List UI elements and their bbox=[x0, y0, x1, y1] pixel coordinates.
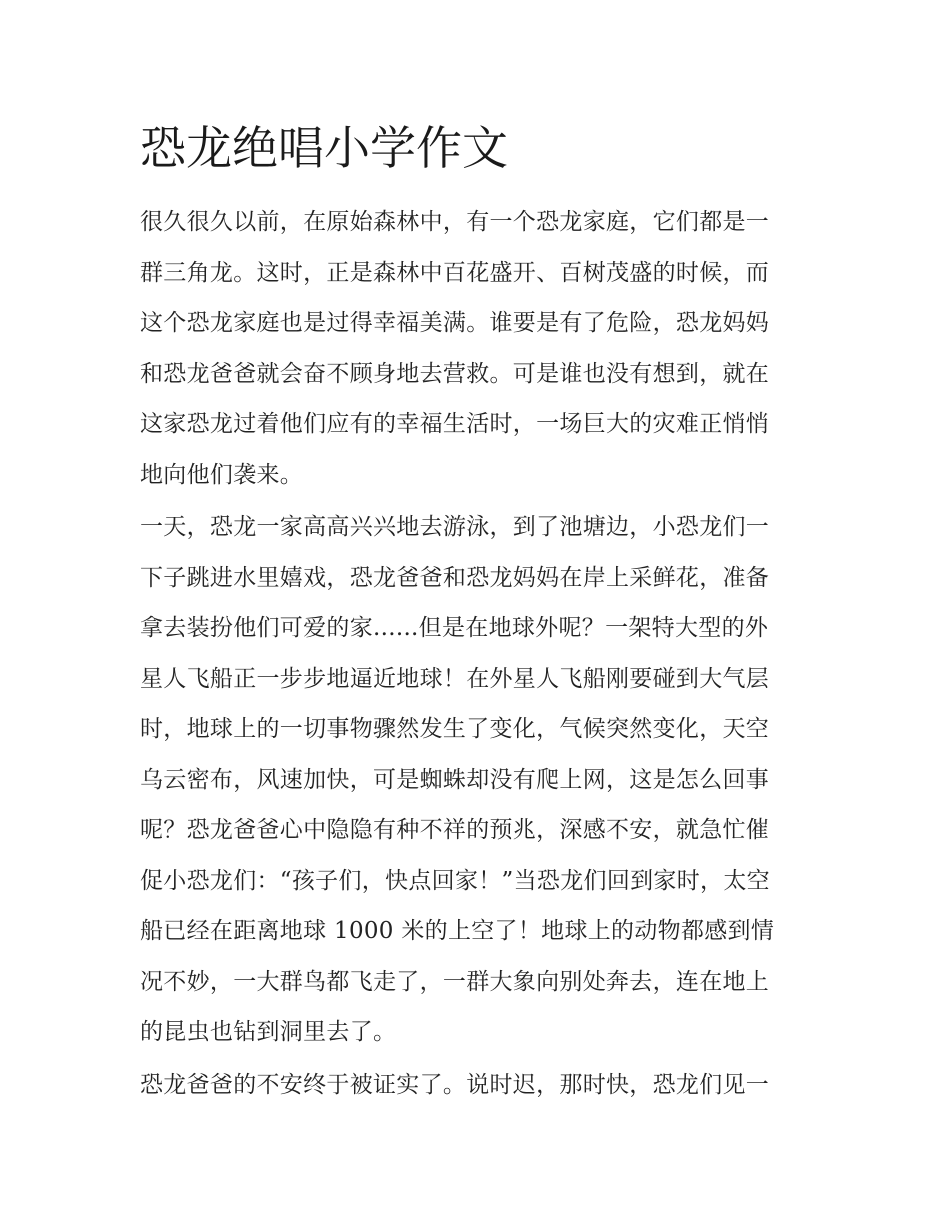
text-line: 很久很久以前，在原始森林中，有一个恐龙家庭，它们都是一 bbox=[140, 209, 770, 235]
text-line: 这个恐龙家庭也是过得幸福美满。谁要是有了危险，恐龙妈妈 bbox=[140, 310, 770, 336]
text-line: 的昆虫也钻到洞里去了。 bbox=[140, 1019, 397, 1045]
text-line: 这家恐龙过着他们应有的幸福生活时，一场巨大的灾难正悄悄 bbox=[140, 411, 770, 437]
text-line: 拿去装扮他们可爱的家......但是在地球外呢？一架特大型的外 bbox=[140, 615, 769, 641]
text-line: 和恐龙爸爸就会奋不顾身地去营救。可是谁也没有想到，就在 bbox=[140, 360, 770, 387]
text-line: 况不妙，一大群鸟都飞走了，一群大象向别处奔去，连在地上 bbox=[140, 968, 770, 995]
text-line: 星人飞船正一步步地逼近地球！在外星人飞船刚要碰到大气层 bbox=[140, 665, 770, 692]
text-line: 群三角龙。这时，正是森林中百花盛开、百树茂盛的时候，而 bbox=[140, 259, 770, 286]
paragraph-2 bbox=[140, 502, 812, 1058]
paragraph-1 bbox=[140, 197, 812, 500]
text-line: 时，地球上的一切事物骤然发生了变化，气候突然变化，天空 bbox=[140, 716, 770, 742]
text-line: 地向他们袭来。 bbox=[140, 461, 304, 488]
text-line: 恐龙爸爸的不安终于被证实了。说时迟，那时快，恐龙们见一 bbox=[140, 1071, 770, 1098]
text-line: 下子跳进水里嬉戏，恐龙爸爸和恐龙妈妈在岸上采鲜花，准备 bbox=[140, 564, 770, 591]
document-body bbox=[140, 197, 812, 1112]
text-line: 一天，恐龙一家高高兴兴地去游泳，到了池塘边，小恐龙们一 bbox=[140, 514, 770, 540]
text-line: 船已经在距离地球 1000 米的上空了！地球上的动物都感到情 bbox=[140, 918, 775, 944]
text-line: 促小恐龙们：“孩子们，快点回家！”当恐龙们回到家时，太空 bbox=[140, 867, 770, 894]
document-title: 恐龙绝唱小学作文 bbox=[140, 121, 508, 175]
text-line: 呢？恐龙爸爸心中隐隐有种不祥的预兆，深感不安，就急忙催 bbox=[140, 817, 770, 843]
text-line: 乌云密布，风速加快，可是蜘蛛却没有爬上网，这是怎么回事 bbox=[140, 766, 770, 793]
paragraph-3 bbox=[140, 1060, 812, 1111]
